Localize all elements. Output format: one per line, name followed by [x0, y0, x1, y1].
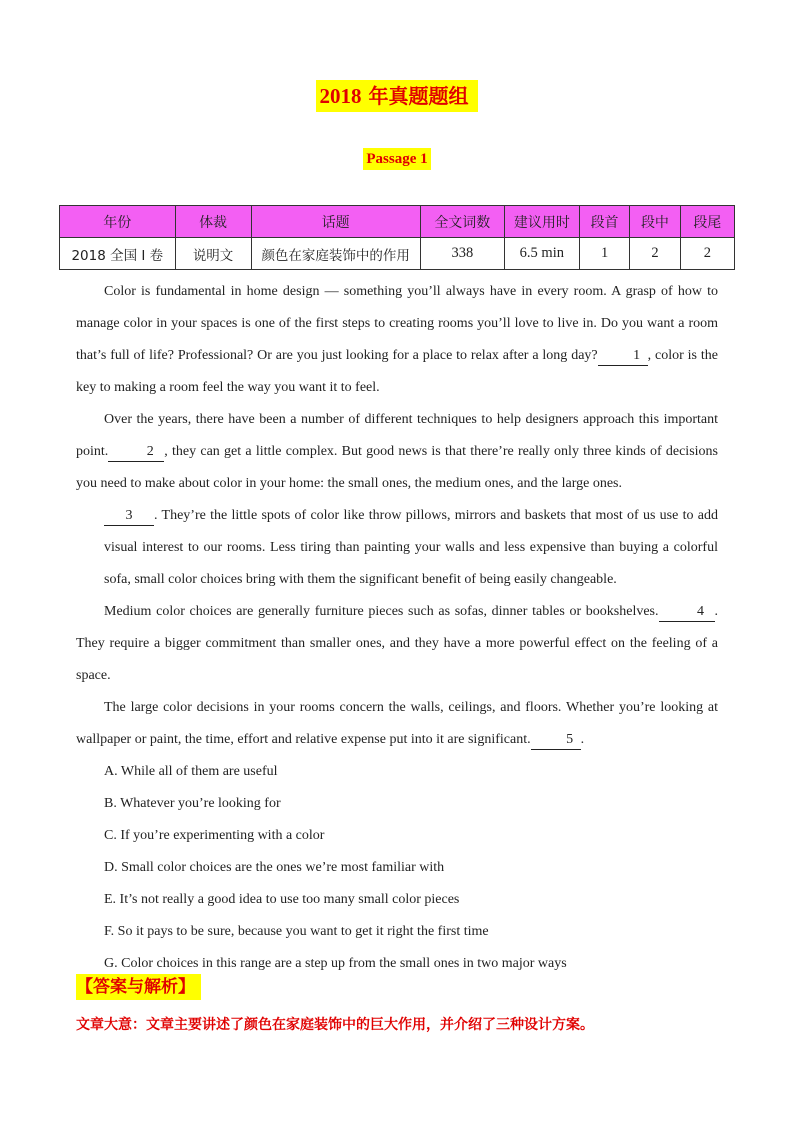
paragraph-text: , color is the key to making a room feel the way you want it to feel. [76, 348, 718, 395]
blank-2: 2 [108, 443, 164, 462]
article-summary: 文章大意：文章主要讲述了颜色在家庭装饰中的巨大作用，并介绍了三种设计方案。 [76, 1017, 594, 1033]
table-header: 段中 [630, 206, 680, 238]
paragraph-text: . They’re the little spots of color like throw pillows, mirrors and baskets that most of us use to add visual interest to our rooms. Less tiring than painting your walls and less expensive than buying a colorful sofa, small color choices bring with them the significant benefit of being easily changeable. [104, 508, 718, 587]
table-header: 体裁 [175, 206, 251, 238]
option-a: A. While all of them are useful [104, 764, 278, 779]
table-cell: 2 [680, 238, 734, 270]
option-e: E. It’s not really a good idea to use too many small color pieces [104, 892, 460, 907]
table-cell: 说明文 [175, 238, 251, 270]
table-header: 建议用时 [504, 206, 579, 238]
page-title [316, 80, 479, 112]
answer-heading: 【答案与解析】 [76, 974, 201, 1000]
table-cell: 2 [630, 238, 680, 270]
blank-3: 3 [104, 507, 154, 526]
paragraph-text: Over the years, there have been a number of different techniques to help designers approach this important point. [76, 412, 718, 459]
passage-subtitle: Passage 1 [363, 148, 430, 170]
option-d: D. Small color choices are the ones we’re most familiar with [104, 860, 445, 875]
option-b: B. Whatever you’re looking for [104, 796, 281, 811]
paragraph-text: . [580, 732, 585, 747]
option-f: F. So it pays to be sure, because you want to get it right the first time [104, 924, 489, 939]
passage-paragraph-5 [76, 692, 718, 756]
passage-body [76, 276, 718, 980]
table-header: 全文词数 [420, 206, 504, 238]
paragraph-text: Color is fundamental in home design — something you’ll always have in every room. A grasp of how to manage color in your spaces is one of the first steps to creating rooms you’ll love to live in. Do you want a room that’s full of life? Professional? Or are you just looking for a place to relax after a long day? [76, 284, 718, 363]
table-header: 话题 [251, 206, 420, 238]
paragraph-text: . They require a bigger commitment than smaller ones, and they have a more powerful effect on the feeling of a space. [76, 604, 718, 683]
passage-paragraph-4 [76, 596, 718, 692]
option-c: C. If you’re experimenting with a color [104, 828, 325, 843]
answer-heading-container [76, 974, 201, 1000]
option-g: G. Color choices in this range are a step up from the small ones in two major ways [104, 956, 567, 971]
blank-5: 5 [531, 731, 581, 750]
paragraph-text: The large color decisions in your rooms concern the walls, ceilings, and floors. Whether you’re looking at wallpaper or paint, the time, effort and relative expense put into it are significant. [76, 700, 718, 747]
title-year: 2018 [319, 84, 362, 108]
blank-1: 1 [598, 347, 648, 366]
paragraph-text: Medium color choices are generally furniture pieces such as sofas, dinner tables or bookshelves. [104, 604, 659, 619]
title-container [0, 80, 794, 112]
table-header: 段首 [579, 206, 629, 238]
table-cell: 2018 全国 I 卷 [60, 238, 176, 270]
table-header: 年份 [60, 206, 176, 238]
table-header: 段尾 [680, 206, 734, 238]
paragraph-text: , they can get a little complex. But good news is that there’re really only three kinds of decisions you need to make about color in your home: the small ones, the medium ones, and the large ones. [76, 444, 718, 491]
table-cell: 338 [420, 238, 504, 270]
table-cell: 6.5 min [504, 238, 579, 270]
passage-paragraph-1 [76, 276, 718, 404]
blank-4: 4 [659, 603, 715, 622]
table-cell: 颜色在家庭装饰中的作用 [251, 238, 420, 270]
table-row [60, 238, 735, 270]
title-text: 年真题题组 [368, 84, 469, 108]
passage-paragraph-3 [76, 500, 718, 596]
subtitle-container [0, 148, 794, 170]
table-header-row [60, 206, 735, 238]
passage-paragraph-2 [76, 404, 718, 500]
table-cell: 1 [579, 238, 629, 270]
info-table [59, 205, 735, 270]
